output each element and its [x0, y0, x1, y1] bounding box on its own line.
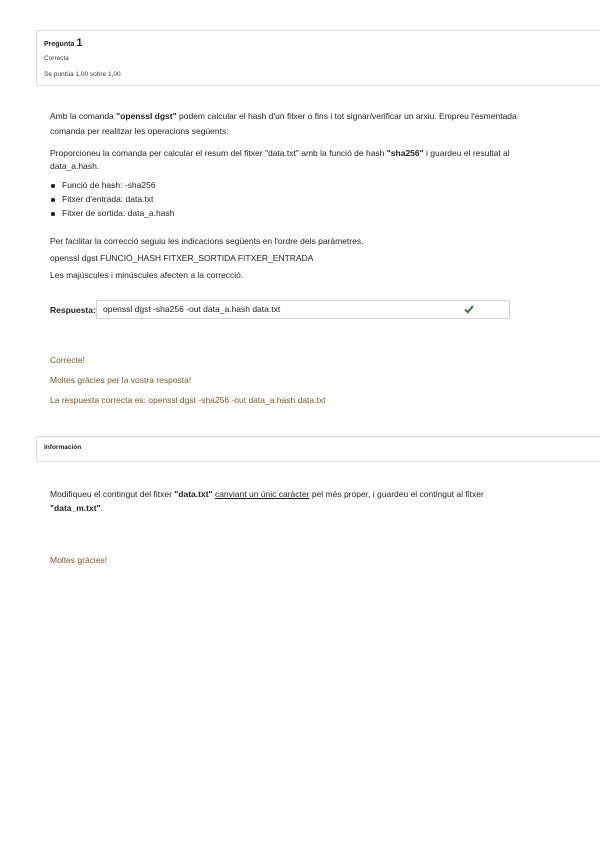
- output-file-name: "data_m.txt": [50, 503, 101, 513]
- prompt-line-1: Amb la comanda "openssl dgst" podem calcular el hash d'un fitxer o fins i tot signar/verificar un arxiu. Empreu l'esmentada: [50, 111, 517, 121]
- prompt-syntax: openssl dgst FUNCIÓ_HASH FITXER_SORTIDA FITXER_ENTRADA: [50, 253, 314, 263]
- underlined-instruction: canviant un únic caràcter: [214, 489, 310, 499]
- feedback-correct: Correcte!: [50, 355, 85, 365]
- information-title: Información: [44, 444, 82, 451]
- question-number: [44, 37, 82, 49]
- question-info-box: [36, 30, 600, 86]
- prompt-line-4: data_a.hash.: [50, 161, 100, 171]
- check-icon: [463, 303, 475, 315]
- list-item: Funció de hash: -sha256: [50, 179, 174, 193]
- answer-label: Respuesta:: [50, 305, 96, 315]
- information-box: [36, 436, 600, 462]
- information-text: Modifiqueu el contingut del fitxer "data.txt" canviant un únic caràcter pel més proper, i guardeu el contingut al fitxer "data_m.txt".: [50, 489, 484, 513]
- question-label: Pregunta: [44, 41, 75, 48]
- parameter-list: [50, 179, 174, 221]
- answer-input[interactable]: openssl dgst -sha256 -out data_a.hash data.txt: [96, 300, 510, 319]
- information-thanks: Moltes gràcies!: [50, 555, 108, 565]
- list-item: Fitxer de sortida: data_a.hash: [50, 207, 174, 221]
- question-grade: Se puntúa 1,00 sobre 1,00: [44, 71, 121, 78]
- prompt-line-2: comanda per realitzar les operacions següents:: [50, 126, 229, 136]
- prompt-case-note: Les majúscules i minúscules afecten a la correcció.: [50, 270, 244, 280]
- command-name: "openssl dgst": [116, 111, 177, 121]
- answer-row: [50, 300, 480, 320]
- question-number-value: 1: [76, 37, 83, 49]
- feedback-thanks: Moltes gràcies per la vostra resposta!: [50, 375, 192, 385]
- question-state: Correcta: [44, 55, 69, 62]
- hash-name: "sha256": [386, 148, 424, 158]
- list-item: Fitxer d'entrada: data.txt: [50, 193, 174, 207]
- feedback-right-answer: La respuesta correcta es: openssl dgst -sha256 -out data_a.hash data.txt: [50, 395, 326, 405]
- prompt-instructions: Per facilitar la correcció seguiu les indicacions següents en l'ordre dels paràmetres.: [50, 236, 364, 246]
- prompt-line-3: Proporcioneu la comanda per calcular el resum del fitxer "data.txt" amb la funció de hash "sha256" i guardeu el resultat al: [50, 148, 510, 158]
- input-file-name: "data.txt": [174, 489, 213, 499]
